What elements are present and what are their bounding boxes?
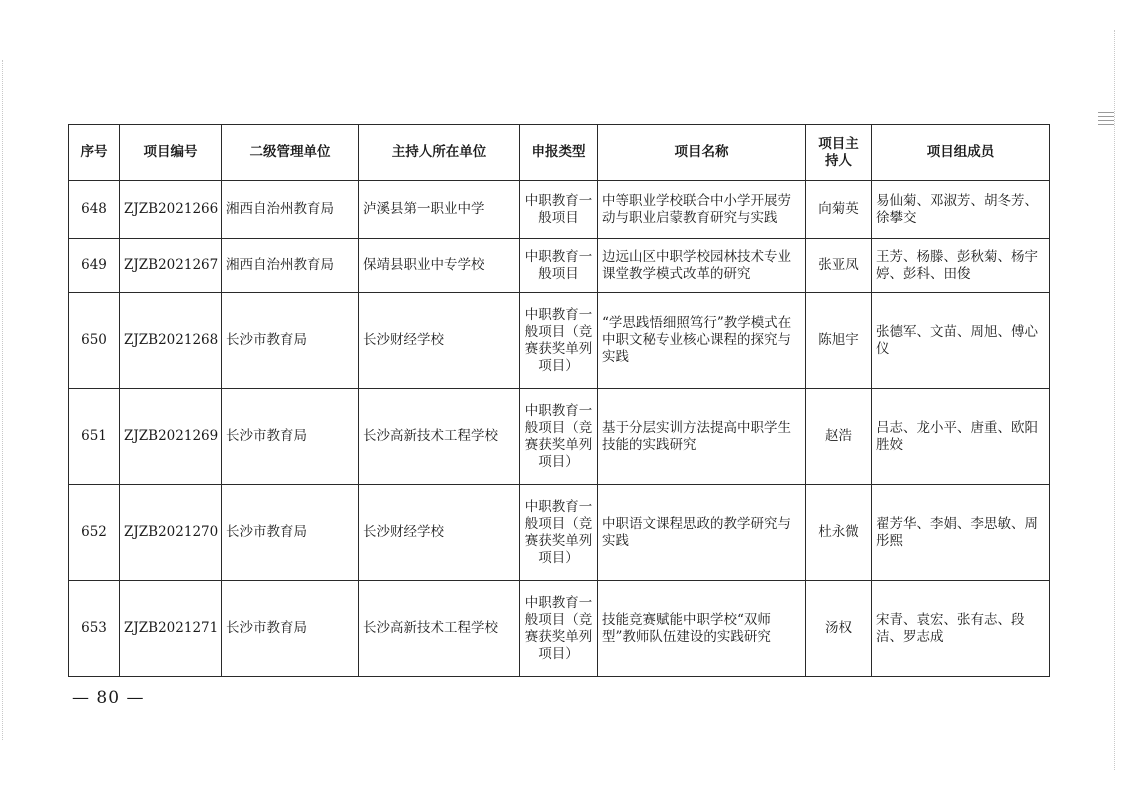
scan-edge-right — [1114, 30, 1116, 770]
table-row — [69, 389, 1050, 485]
header-host-unit: 主持人所在单位 — [359, 125, 520, 181]
table-row — [69, 581, 1050, 677]
cell-members: 张德军、文苗、周旭、傅心仪 — [872, 293, 1050, 389]
cell-no: 649 — [69, 239, 120, 293]
cell-admin-unit: 长沙市教育局 — [222, 293, 359, 389]
table-row — [69, 485, 1050, 581]
cell-host-unit: 长沙高新技术工程学校 — [359, 581, 520, 677]
cell-admin-unit: 湘西自治州教育局 — [222, 181, 359, 239]
cell-code: ZJZB2021271 — [120, 581, 222, 677]
cell-host-unit: 长沙高新技术工程学校 — [359, 389, 520, 485]
cell-type: 中职教育一般项目（竞赛获奖单列项目） — [520, 389, 598, 485]
cell-members: 翟芳华、李娟、李思敏、周彤熙 — [872, 485, 1050, 581]
cell-host: 张亚凤 — [806, 239, 872, 293]
cell-no: 653 — [69, 581, 120, 677]
cell-project-name: 中等职业学校联合中小学开展劳动与职业启蒙教育研究与实践 — [598, 181, 806, 239]
table-row — [69, 239, 1050, 293]
cell-admin-unit: 长沙市教育局 — [222, 389, 359, 485]
scan-edge-left — [2, 60, 4, 740]
cell-members: 易仙菊、邓淑芳、胡冬芳、徐攀交 — [872, 181, 1050, 239]
cell-host-unit: 长沙财经学校 — [359, 485, 520, 581]
cell-no: 652 — [69, 485, 120, 581]
cell-admin-unit: 长沙市教育局 — [222, 485, 359, 581]
header-type: 申报类型 — [520, 125, 598, 181]
cell-type: 中职教育一般项目（竞赛获奖单列项目） — [520, 293, 598, 389]
table-row — [69, 293, 1050, 389]
cell-type: 中职教育一般项目 — [520, 239, 598, 293]
table-row — [69, 181, 1050, 239]
cell-members: 王芳、杨滕、彭秋菊、杨宇婷、彭科、田俊 — [872, 239, 1050, 293]
cell-no: 650 — [69, 293, 120, 389]
cell-project-name: 边远山区中职学校园林技术专业课堂教学模式改革的研究 — [598, 239, 806, 293]
cell-no: 648 — [69, 181, 120, 239]
cell-host-unit: 泸溪县第一职业中学 — [359, 181, 520, 239]
cell-type: 中职教育一般项目 — [520, 181, 598, 239]
cell-members: 宋青、袁宏、张有志、段洁、罗志成 — [872, 581, 1050, 677]
cell-host: 向菊英 — [806, 181, 872, 239]
cell-host-unit: 保靖县职业中专学校 — [359, 239, 520, 293]
cell-members: 吕志、龙小平、唐重、欧阳胜姣 — [872, 389, 1050, 485]
cell-admin-unit: 湘西自治州教育局 — [222, 239, 359, 293]
page-number: — 80 — — [72, 688, 145, 708]
cell-host: 杜永微 — [806, 485, 872, 581]
cell-host: 汤权 — [806, 581, 872, 677]
cell-project-name: 中职语文课程思政的教学研究与实践 — [598, 485, 806, 581]
header-host: 项目主持人 — [806, 125, 872, 181]
cell-code: ZJZB2021267 — [120, 239, 222, 293]
header-admin-unit: 二级管理单位 — [222, 125, 359, 181]
cell-project-name: 基于分层实训方法提高中职学生技能的实践研究 — [598, 389, 806, 485]
scan-margin-mark — [1098, 112, 1114, 134]
cell-type: 中职教育一般项目（竞赛获奖单列项目） — [520, 485, 598, 581]
header-no: 序号 — [69, 125, 120, 181]
cell-code: ZJZB2021266 — [120, 181, 222, 239]
cell-admin-unit: 长沙市教育局 — [222, 581, 359, 677]
cell-code: ZJZB2021270 — [120, 485, 222, 581]
cell-project-name: 技能竞赛赋能中职学校“双师型”教师队伍建设的实践研究 — [598, 581, 806, 677]
cell-no: 651 — [69, 389, 120, 485]
cell-code: ZJZB2021269 — [120, 389, 222, 485]
cell-host: 陈旭宇 — [806, 293, 872, 389]
table-header-row — [69, 125, 1050, 181]
project-table — [68, 124, 1050, 677]
header-code: 项目编号 — [120, 125, 222, 181]
header-project-name: 项目名称 — [598, 125, 806, 181]
header-members: 项目组成员 — [872, 125, 1050, 181]
cell-host: 赵浩 — [806, 389, 872, 485]
cell-host-unit: 长沙财经学校 — [359, 293, 520, 389]
cell-type: 中职教育一般项目（竞赛获奖单列项目） — [520, 581, 598, 677]
cell-project-name: “学思践悟细照笃行”教学模式在中职文秘专业核心课程的探究与实践 — [598, 293, 806, 389]
cell-code: ZJZB2021268 — [120, 293, 222, 389]
